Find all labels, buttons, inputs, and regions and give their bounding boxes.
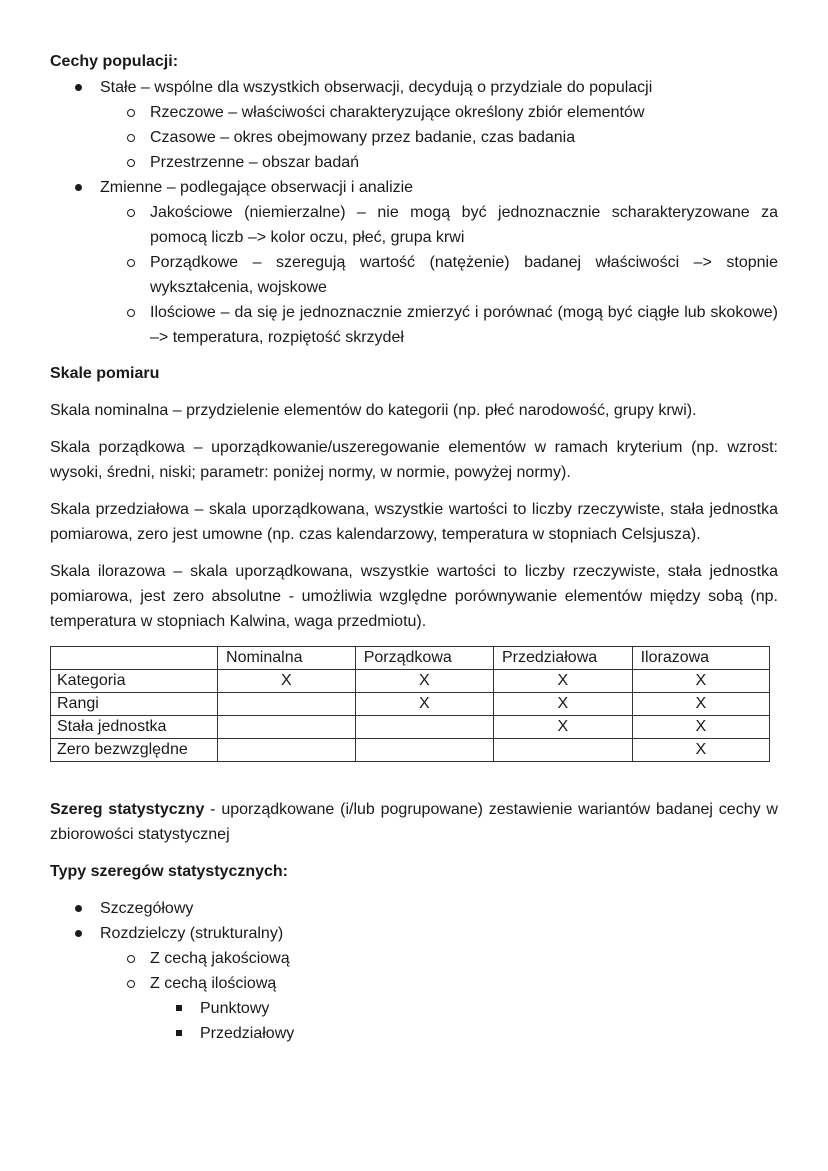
table-cell: X <box>632 739 769 762</box>
list-item-text: Stałe – wspólne dla wszystkich obserwacji, decydują o przydziale do populacji <box>100 79 653 96</box>
table-row-label: Kategoria <box>51 670 218 693</box>
table-cell: X <box>494 670 633 693</box>
sublist <box>100 100 778 175</box>
table-row <box>51 670 770 693</box>
table-cell: X <box>632 716 769 739</box>
table-row <box>51 716 770 739</box>
list-item <box>50 75 778 175</box>
population-features-list <box>50 75 778 350</box>
table-cell <box>494 739 633 762</box>
sublist-item: Rzeczowe – właściwości charakteryzujące określony zbiór elementów <box>50 100 778 125</box>
paragraph-ratio: Skala ilorazowa – skala uporządkowana, wszystkie wartości to liczby rzeczywiste, stała jednostka pomiarowa, jest zero absolutne - umożliwia względne porównywanie elementów między sobą (np. temperatura w stopniach Kalwina, waga przedmiotu). <box>50 563 778 630</box>
table-header-row <box>51 647 770 670</box>
list-item <box>50 921 778 1046</box>
paragraph-nominal: Skala nominalna – przydzielenie elementów do kategorii (np. płeć narodowość, grupy krwi). <box>50 402 697 419</box>
heading-typy-szeregow: Typy szeregów statystycznych: <box>50 863 289 880</box>
sublist-item: Ilościowe – da się je jednoznacznie zmierzyć i porównać (mogą być ciągłe lub skokowe) –> temperatura, rozpiętość skrzydeł <box>50 300 778 350</box>
term-szereg-statystyczny: Szereg statystyczny <box>50 801 205 818</box>
table-header-cell: Porządkowa <box>355 647 493 670</box>
sublist-item: Jakościowe (niemierzalne) – nie mogą być jednoznacznie scharakteryzowane za pomocą liczb –> kolor oczu, płeć, grupa krwi <box>50 200 778 250</box>
table-cell: X <box>632 693 769 716</box>
sublist <box>100 200 778 350</box>
paragraph-ordinal: Skala porządkowa – uporządkowanie/uszeregowanie elementów w ramach kryterium (np. wzrost: wysoki, średni, niski; parametr: poniżej normy, w normie, powyżej normy). <box>50 439 778 481</box>
table-cell <box>355 739 493 762</box>
table-cell: X <box>355 670 493 693</box>
table-header-cell: Nominalna <box>218 647 356 670</box>
table-row-label: Zero bezwzględne <box>51 739 218 762</box>
list-item <box>50 175 778 350</box>
paragraph-szereg-statystyczny <box>50 797 778 847</box>
table-header-cell: Ilorazowa <box>632 647 769 670</box>
paragraph-interval: Skala przedziałowa – skala uporządkowana, wszystkie wartości to liczby rzeczywiste, stała jednostka pomiarowa, zero jest umowne (np. czas kalendarzowy, temperatura w stopniach Celsjusza). <box>50 501 778 543</box>
subsublist <box>150 996 778 1046</box>
table-row <box>51 739 770 762</box>
table-row-label: Stała jednostka <box>51 716 218 739</box>
scales-table <box>50 646 770 762</box>
sublist <box>100 946 778 1046</box>
subsublist-item: Punktowy <box>50 996 778 1021</box>
sublist-item <box>50 971 778 1046</box>
table-header-cell: Przedziałowa <box>494 647 633 670</box>
sublist-item: Porządkowe – szeregują wartość (natężenie) badanej właściwości –> stopnie wykształcenia, wojskowe <box>50 250 778 300</box>
sublist-item: Czasowe – okres obejmowany przez badanie, czas badania <box>50 125 778 150</box>
heading-cechy-populacji: Cechy populacji: <box>50 53 179 70</box>
sublist-item: Z cechą jakościową <box>50 946 778 971</box>
heading-skale-pomiaru: Skale pomiaru <box>50 365 160 382</box>
table-cell <box>218 716 356 739</box>
list-item: Szczegółowy <box>50 896 778 921</box>
subsublist-item: Przedziałowy <box>50 1021 778 1046</box>
table-cell: X <box>494 693 633 716</box>
series-types-list <box>50 896 778 1046</box>
list-item-text: Zmienne – podlegające obserwacji i analizie <box>100 179 414 196</box>
table-row-label: Rangi <box>51 693 218 716</box>
table-cell: X <box>355 693 493 716</box>
table-cell <box>218 739 356 762</box>
definition-szereg-statystyczny: - uporządkowane (i/lub pogrupowane) zestawienie wariantów badanej cechy w zbiorowości statystycznej <box>50 801 778 843</box>
table-cell: X <box>494 716 633 739</box>
table-cell: X <box>632 670 769 693</box>
sublist-item-text: Z cechą ilościową <box>150 975 277 992</box>
table-header-cell <box>51 647 218 670</box>
sublist-item: Przestrzenne – obszar badań <box>50 150 778 175</box>
table-row <box>51 693 770 716</box>
list-item-text: Rozdzielczy (strukturalny) <box>100 925 284 942</box>
document-content <box>50 49 778 1046</box>
table-cell <box>218 693 356 716</box>
table-cell <box>355 716 493 739</box>
table-cell: X <box>218 670 356 693</box>
